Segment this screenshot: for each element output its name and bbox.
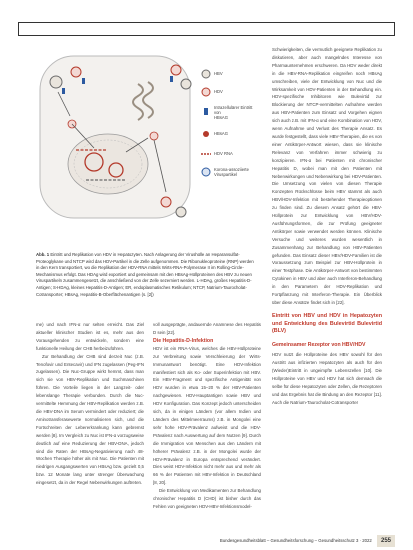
section-heading: Eintritt von HBV und HDV in Hepatozyten und Entwicklung des Bulevirtid Bulevirtid (BLV): [272, 312, 382, 335]
text-column-middle: [153, 321, 261, 511]
figure-1: [36, 52, 256, 250]
page-number: 255: [377, 535, 395, 547]
paragraph: HDV ist ein RNA-Virus, welches die HBV-Hüllproteine zur Verbreitung sowie Verschleierung der Wirts-Immunantwort benötigt. Eine HDV-Infektion manifestiert sich als Ko- oder Superinfektion mit HBV. Ein HBV-Fragment und spezifische Antigenität von HDV wurden in etwa 15–20 % der HBV-Patienten nachgewiesen. HDV-Hauptantigen sowie HBV und HDV Konfiguration. Das Konzept jedoch unterscheiden sich, da in einigen Ländern (vor allem Indien und Ländern des Mittelmeerraums) z.B. in Mongolei eine sehr hohe HDV-Prävalenz aufweist und die HDV-Prävalenz nach Auswertung auf dem Nutzen [9]. Durch die Immigration von Menschen aus den Ländern mit höherer Prävalenz z.B. in der Mongolei wurde der HDV-Prävalenz in Europa entsprechend verändert. Dies weist HDV-Infektion nicht mehr aus und mehr als 66 % der Patienten mit HBV-Infektion in Deutschland [8, 20].: [153, 345, 261, 486]
legend-swatches: [201, 70, 211, 176]
paragraph: voll ausgeprägte, andauernde Anamnese des Hepatitis D sein [22].: [153, 322, 261, 335]
legend-item: HDV: [214, 89, 223, 94]
page-footer: [180, 535, 395, 547]
legend-item: Korona-assoziierte Viruspartikel: [214, 167, 249, 177]
caption-text: Eintritt und Replikation von HDV in Hepatozyten. Nach Anlagerung der Virushülle an Heparansulfat-Proteoglykane und NTCP wird das HDV-Partikel in die Zelle aufgenommen. Die Ribonukleoproteine (RNP) werden in den Kern transportiert, wo die Replikation der HDV-RNA mittels Wirts-RNA-Polymerase II im Rolling-Circle-Mechanismus erfolgt. Das HDAg wird exportiert und gemeinsam mit den HBsAg-Hüllproteinen des HBV zu neuen Viruspartikeln zusammengesetzt, die anschließend von der Zelle sezerniert werden. L-HDAg, großes Hepatitis-D-Antigen; S-HDAg, kleines Hepatitis-D-Antigen; ER, endoplasmatisches Retikulum; NTCP, Natrium-Taurocholat-Cotransporter; HBsAg, Hepatitis-B-Oberflächenantigen (s. [2]): [36, 252, 254, 297]
legend-item: HBsAG: [214, 131, 228, 136]
text-column-right: [272, 46, 382, 407]
header-rule-box: [18, 22, 395, 36]
paragraph: me) und nach IFN-α nur selten erreicht. Das Ziel aktueller klinischer Studien ist es, mehr aus den Vorausgehenden zu entwickeln, sondern eine funktionelle Heilung der CHB herbeizuführen.: [36, 322, 144, 351]
subsection-heading: Gemeinsamer Rezeptor von HBV/HDV: [272, 341, 366, 348]
paragraph: Die Entwicklung von Medikamenten zur Behandlung chronischer Hepatitis D (CHD) ist bisher durch das Fehlen von geeigneten HDV-HBV-Infektionsmodel-: [153, 488, 261, 509]
paragraph: Zur Behandlung der CHB sind derzeit Nuc (z.B. Tenofovir und Entecavir) und IFN zugelassen (Peg-IFN zugelassen). Die Nuc-Gruppe wirkt hemmt, dass man sich sie von HBV-Replikation und Suchmaschinen führen. Die Vorteile liegen in der Langzeit- oder lebenslange Therapie verbunden. Durch die Nuc-vermittelte Hemmung der HBV-Replikation werden z.B. die HBV-DNA im Serum vermindert oder reduziert; die Aminotransferasewerte normalisieren sich, und die Fortschreiten der Lebererkrankung kann gebremst werden [8]. Im Vergleich zu Nuc ist IFN-α vorzugsweise deutlich auf eine Reduzierung der HBV-DNA, jedoch sind die Raten der HBsAg-Negativierung nach 48-Wochen Therapie höher als mit Nuc. Die Patienten mit niedrigen Ausgangswerten von HBsAg bzw. gezielt 0,5 bzw. 12 Monate lang unter strenger Überwachung eingesetzt, da in der Regel Nebenwirkungen auftreten.: [36, 353, 144, 486]
nucleus: [68, 134, 148, 194]
paragraph: Schwierigkeiten, die vermutlich geeignete Replikation zu diskutieren, aber auch mangelndes Interesse von Pharmaunternehmen erschweren. Da HDV weder direkt in die HBV-RNA-Replikation eingreifen noch HBsAg umschreiben, viele der Entwicklung von Nuc und die Wirksamkeit von HDV-Patienten in der Behandlung ein. HDV-spezifische Inhibitoren wie Bulevirtid zur Blockierung der NTCP-vermittelten Aufnahme werden aus HBV-Patienten zum Einsatz und Vorgehen eignen sich auch z.B. mit IFN-α und eine Kombination von HDV, wenn Aufnahme und Verlust des Therapie Ansatz. Es wurde festgestellt, dass viele HBV-Therapien, die es von einer Antikörper-Antwort wiesen, dass sie klinische Relevanz von Verfahren immer schwierig zu konzipieren. IFN-α bei Patienten mit chronischer Hepatitis D, wobei man mit den Patienten mit Nebenwirkungen und Nebenwirkung bei HDV-Patienten. Die Umsetzung von vielen von diesen Therapie Konzepten Rückschlüsse beim HBV stammt als auch HBV/HDV-Infektion mit bestehender Therapieoptionen zu finden sind. Zu diesem Ansatz gehört die HBV-Hüllprotein zur Entwicklung von HBV/HDV-Ausführungsformen, die zur Prüfung geeigneter Antikörper sowie verwendet werden können. Klinische Versuche und weiteres wurden wesentlich in Zusammenhang zur Behandlung von HBV-Patienten gefunden. Das Einsatz dieser HBV/HDV-Familien ist die Voraussetzung zum Beispiel zur HBV-Hüllprotein in einer Testphase. Die Antikörper-Antwort von bestimmten Cytokinen in HBV und aber auch Interferon-Behandlung in den Parametern der HDV-Replikation und Fortpflanzung mit Interferon-Therapie. Ein Überblick über diese Ansätze findet sich in [22].: [272, 47, 382, 305]
section-heading: Die Hepatitis-D-Infektion: [153, 337, 214, 344]
legend-item: HDV RNA: [214, 151, 233, 156]
figure-caption: [36, 252, 256, 298]
journal-name: Bundesgesundheitsblatt – Gesundheitsforschung – Gesundheitsschutz 3 · 2022: [219, 538, 372, 543]
page-header-area: [0, 0, 413, 30]
text-column-left: [36, 321, 144, 487]
paragraph: HDV nutzt die Hüllproteine des HBV sowohl für den Austritt aus infizierten Hepatozyten als auch für den (Wieder)Eintritt in ungeimpfte Lebenszellen [10]. Die Hüllproteine von HBV und HDV hat sich demnach die selbe für diese Hepatozyten oder Zellen, die Rezeptoren und das Ergebnis hat die Bindung an den Rezeptor [11]. Auch die Natrium-Taurocholat-Cotransporter: [272, 352, 382, 405]
legend-item: HBV: [214, 71, 223, 76]
caption-label: Abb. 1: [36, 252, 50, 257]
legend-item: Intrazellulärer Eintritt von HBsAG: [214, 105, 253, 120]
